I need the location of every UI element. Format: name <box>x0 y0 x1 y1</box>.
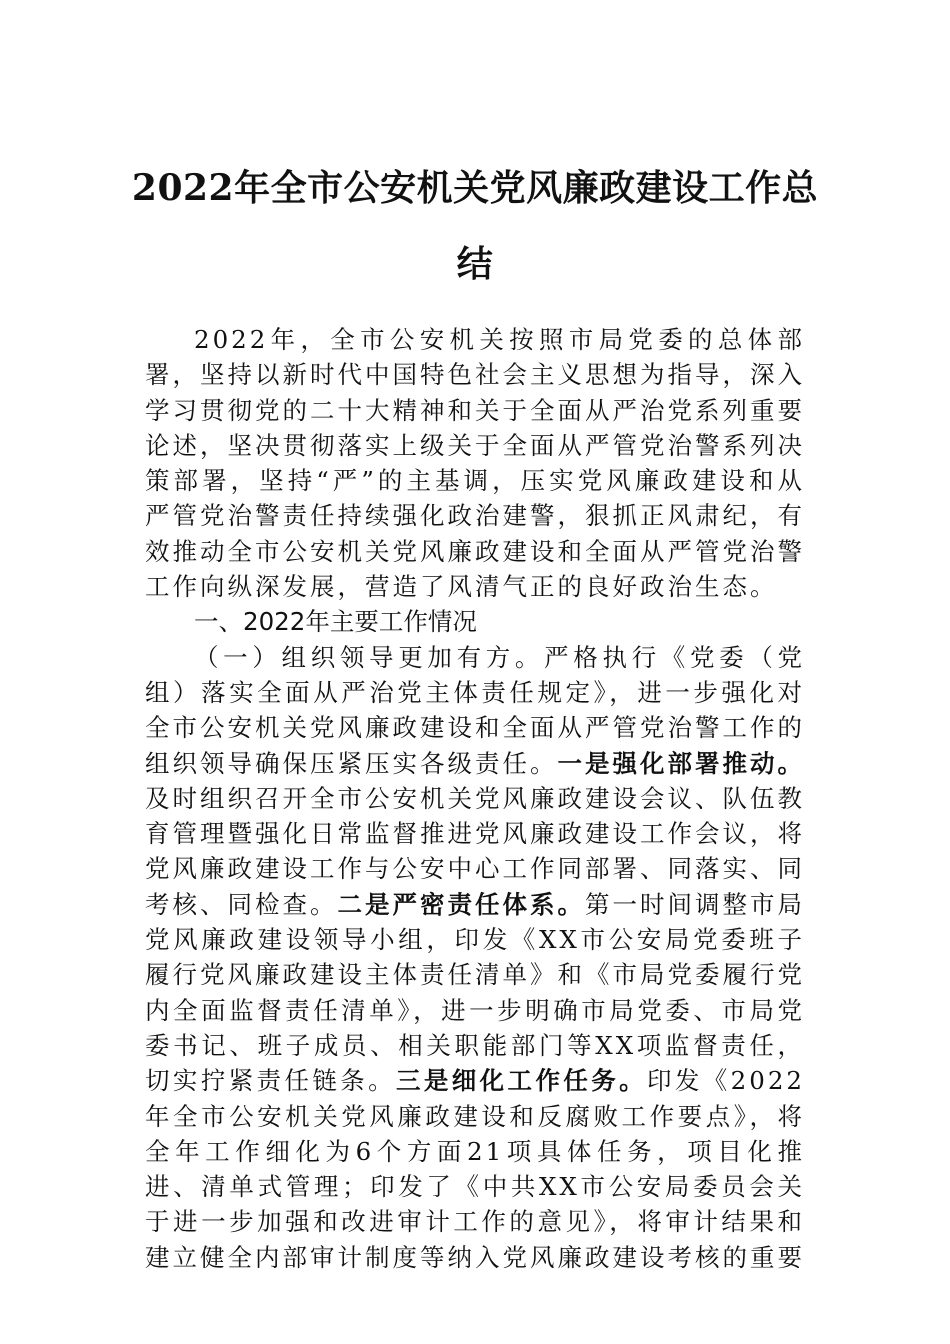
subsection-paragraph <box>145 640 805 1275</box>
point-2-title: 二是严密责任体系。 <box>337 889 585 919</box>
document-title: 2022年全市公安机关党风廉政建设工作总结 <box>131 167 819 285</box>
point-1-text: 及时组织召开全市公安机关党风廉政建设会议、队伍教育管理暨强化日常监督推进党风廉政建设工作会议，将党风廉政建设工作与公安中心工作同部署、同落实、同考核、同检查。 <box>145 783 805 919</box>
section-heading: 一、2022年主要工作情况 <box>194 607 477 637</box>
point-2-text: 第一时间调整市局党风廉政建设领导小组，印发《XX市公安局党委班子履行党风廉政建设主体责任清单》和《市局党委履行党内全面监督责任清单》，进一步明确市局党委、市局党委书记、班子成员、相关职能部门等XX项监督责任，切实拧紧责任链条。 <box>145 889 805 1096</box>
point-1-title: 一是强化部署推动。 <box>557 748 805 778</box>
document-body <box>145 322 805 1275</box>
point-3-text: 印发《2022年全市公安机关党风廉政建设和反腐败工作要点》，将全年工作细化为6个方面21项具体任务，项目化推进、清单式管理；印发了《中共XX市公安局委员会关于进一步加强和改进审计工作的意见》，将审计结果和建立健全内部审计制度等纳入党风廉政建设考核的重要 <box>145 1066 806 1272</box>
point-3-title: 三是细化工作任务。 <box>396 1066 647 1096</box>
subsection-lead: （一）组织领导更加有方。严格执行《党委（党组）落实全面从严治党主体责任规定》，进一步强化对全市公安机关党风廉政建设和全面从严管党治警工作的组织领导确保压紧压实各级责任。 <box>145 642 805 778</box>
intro-paragraph: 2022年，全市公安机关按照市局党委的总体部署，坚持以新时代中国特色社会主义思想为指导，深入学习贯彻党的二十大精神和关于全面从严治党系列重要论述，坚决贯彻落实上级关于全面从严管党治警系列决策部署，坚持“严”的主基调，压实党风廉政建设和从严管党治警责任持续强化政治建警，狠抓正风肃纪，有效推动全市公安机关党风廉政建设和全面从严管党治警工作向纵深发展，营造了风清气正的良好政治生态。 <box>145 325 805 602</box>
